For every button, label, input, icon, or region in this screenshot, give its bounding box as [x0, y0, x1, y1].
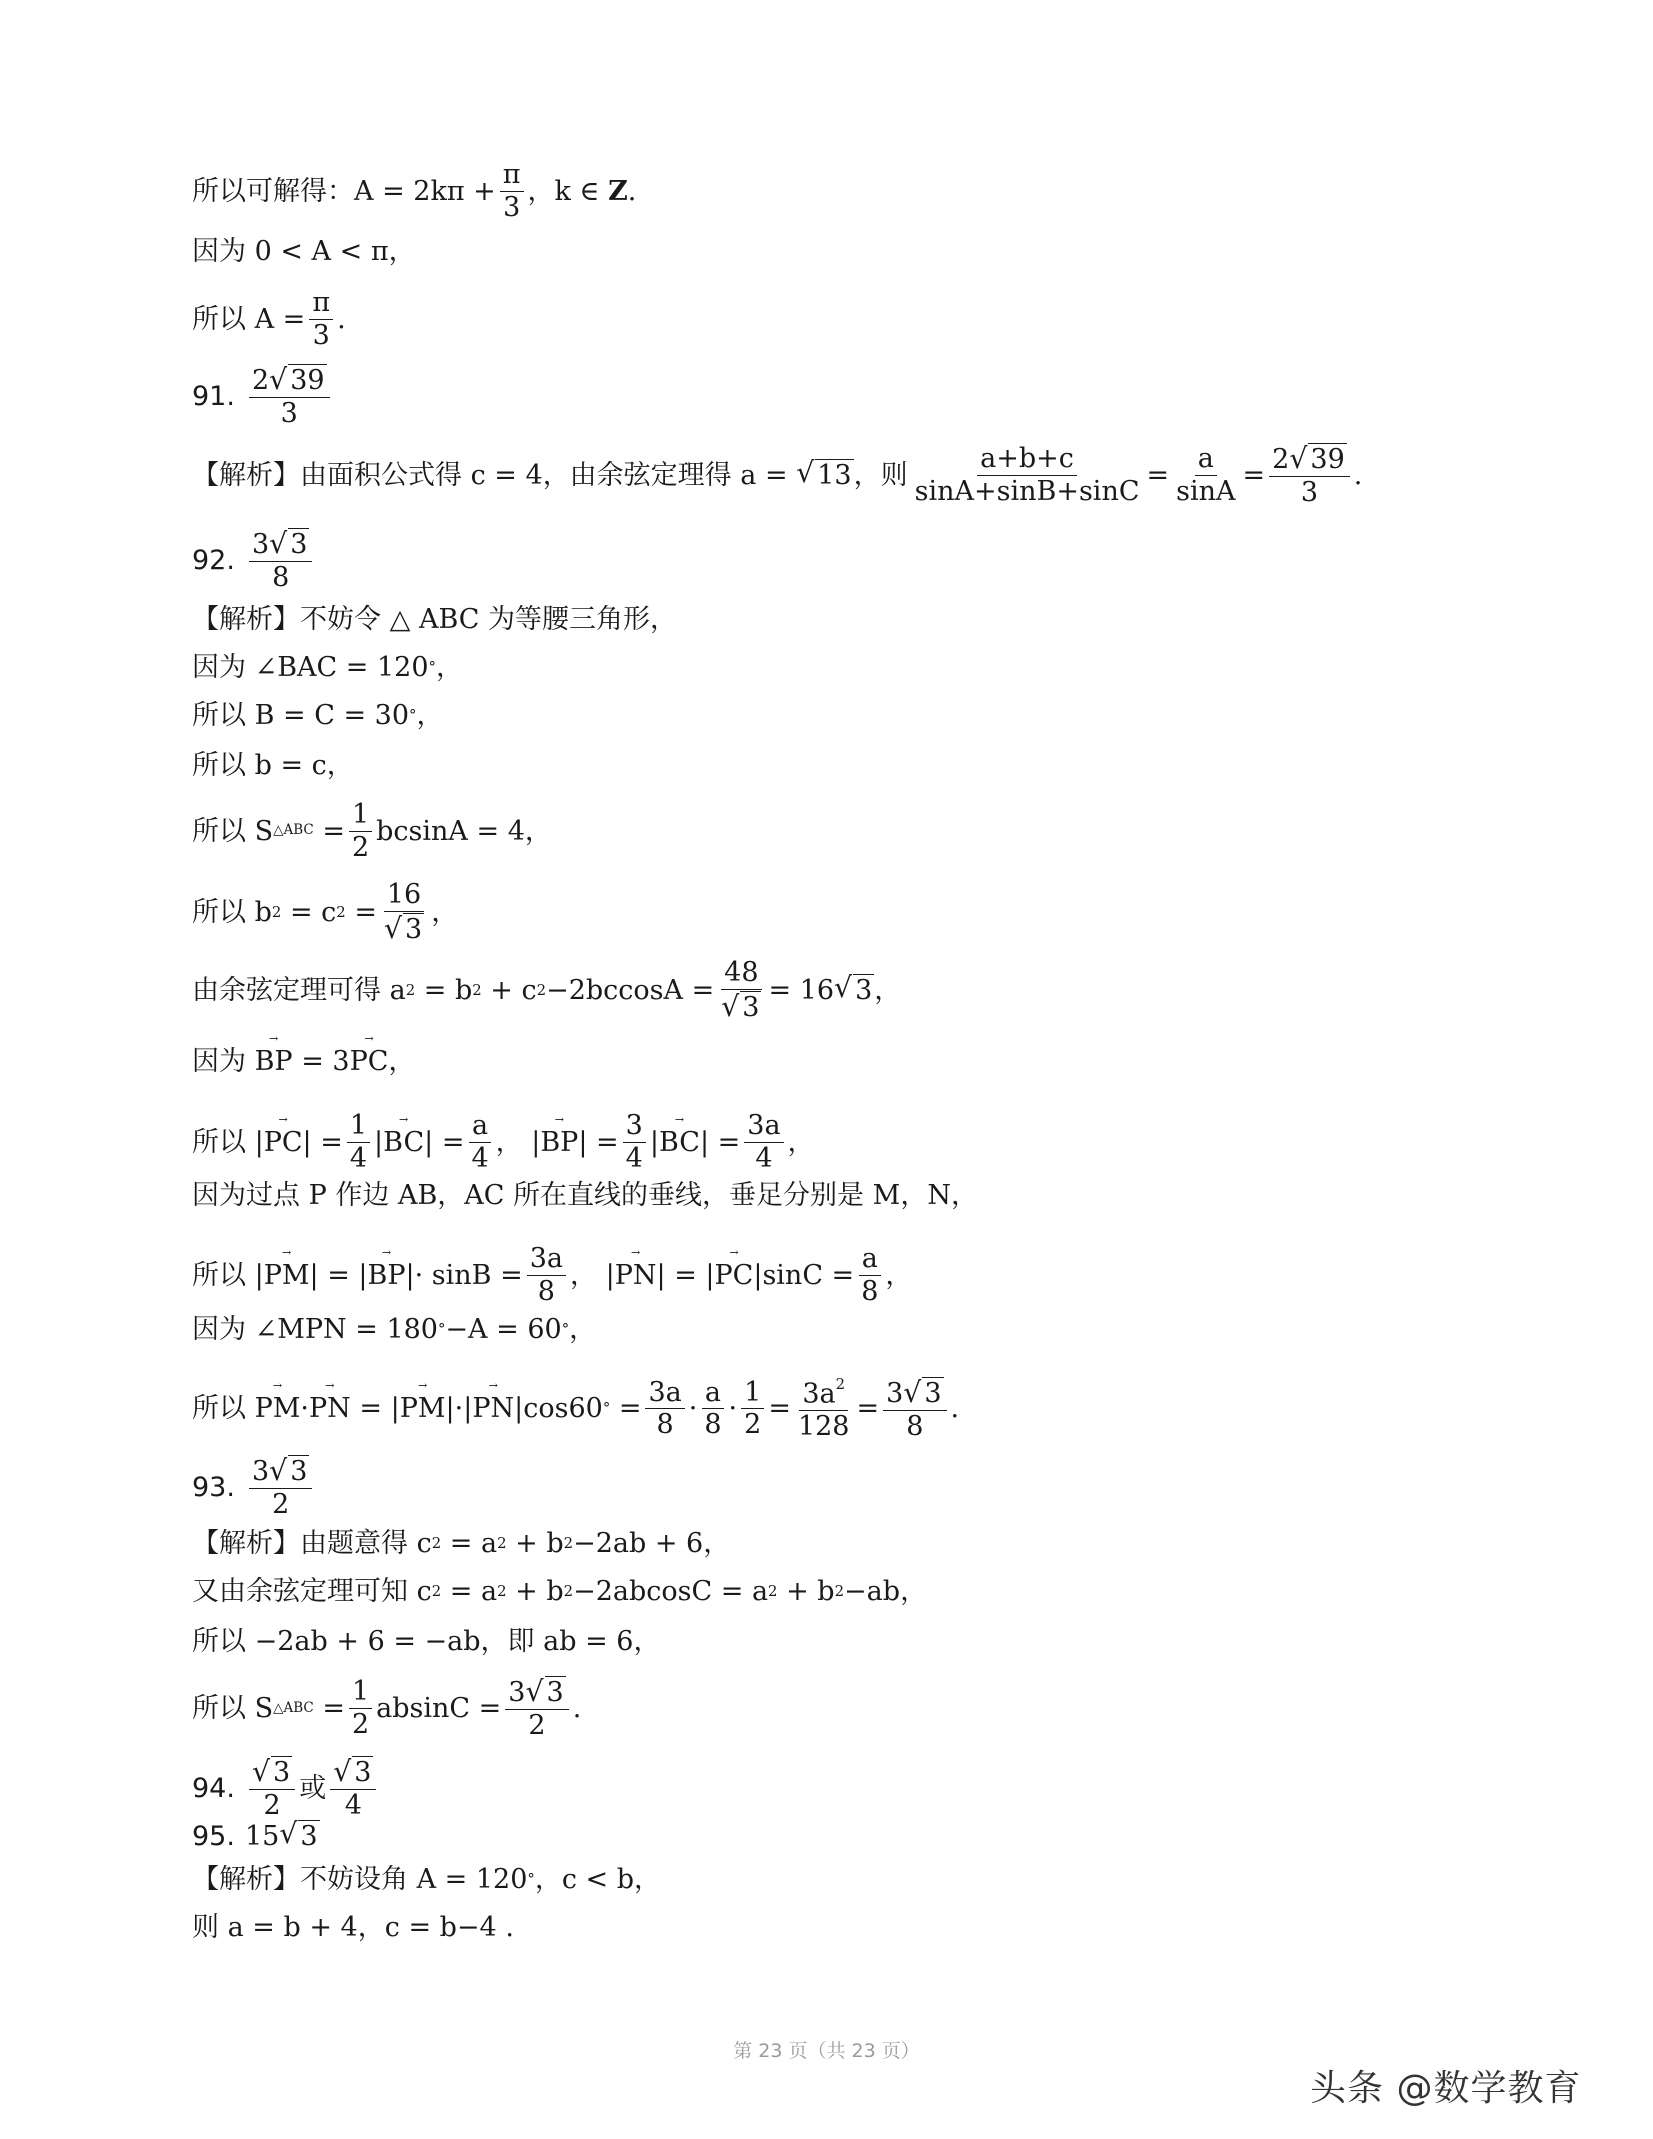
fraction: $\frac{a}{8}$	[701, 1378, 724, 1440]
fraction: $\frac{\pi}{3}$	[309, 288, 333, 350]
fraction: √ 3 4	[330, 1756, 376, 1821]
line-2: 因为 0 < A < π ，	[192, 236, 416, 267]
line-9: 所以 S △ABC = $\frac{1}{2}$ bcsinA = 4 ，	[192, 799, 552, 863]
line-10: 所以 b 2 = c 2 = 16 √ 3 ，	[192, 879, 459, 945]
fraction: 2 √ 39 3	[249, 364, 330, 429]
line-11: 由余弦定理可得 a 2 = b 2 + c 2 −2bccosA = 48 √ 3 = 16 √ 3 ，	[192, 957, 902, 1023]
fraction: 3 √ 3 2	[505, 1676, 568, 1741]
sqrt: √ 3	[251, 1755, 291, 1788]
line-15: 所以 → |PM| = → |BP| · sinB = $\frac{3a}{8}$ ， → |PN| = → |PC| sinC = $\frac{a}{8}$ ，	[192, 1244, 912, 1306]
fraction: $\frac{a}{8}$	[858, 1244, 881, 1306]
line-8: 所以 b = c ，	[192, 750, 354, 781]
fraction: $\frac{3}{4}$	[623, 1111, 646, 1173]
fraction: $\frac{a+b+c}{\sin A+\sin B+\sin C}$	[914, 443, 1140, 507]
answer-95: 95. 15 √ 3	[192, 1817, 318, 1852]
line-19: 又由余弦定理可知 c 2 = a 2 + b 2 −2abcosC = a 2 + b 2 −ab ，	[192, 1576, 928, 1607]
line-21: 所以 S △ABC = $\frac{1}{2}$ absinC = 3 √ 3 2 .	[192, 1675, 582, 1742]
sqrt: √ 3	[333, 1755, 372, 1788]
fraction: 3 √ 3 8	[883, 1377, 946, 1442]
answer-91: 91. 2 √ 39 3	[192, 364, 334, 429]
fraction: 48 √ 3	[718, 958, 764, 1023]
fraction: √ 3 2	[249, 1756, 295, 1821]
fraction: $\frac{\pi}{3}$	[500, 160, 524, 222]
sqrt: √ 3	[383, 911, 423, 945]
line-14: 因为过点 P 作边 AB ， AC 所在直线的垂线，垂足分别是 M ， N ，	[192, 1180, 978, 1211]
answer-94: 94. √ 3 2 或 √ 3 4	[192, 1756, 380, 1821]
page-footer: 第 23 页（共 23 页）	[733, 2040, 920, 2062]
fraction: $\frac{3a}{4}$	[744, 1111, 783, 1173]
fraction: 16 √ 3	[381, 880, 427, 945]
line-6: 因为 ∠BAC = 120 ° ，	[192, 652, 463, 683]
fraction: 2 √ 39 3	[1269, 443, 1350, 508]
line-1: 所以可解得： A = 2kπ + $\frac{\pi}{3}$ ， k ∈ Z .	[192, 159, 637, 223]
line-22: 【解析】不妨设角 A = 120 ° ， c < b ，	[192, 1864, 662, 1895]
fraction: $\frac{3a}{8}$	[645, 1378, 684, 1440]
line-3: 所以 A = $\frac{\pi}{3}$ .	[192, 287, 346, 351]
watermark: 头条 @数学教育	[1310, 2068, 1582, 2109]
sqrt: √ 39	[269, 363, 325, 396]
fraction: $\frac{a}{\sin A}$	[1176, 443, 1236, 507]
fraction: $\frac{3a^2}{128}$	[797, 1375, 850, 1443]
sqrt: √ 39	[1289, 442, 1345, 475]
line-4: 【解析】由面积公式得 c = 4 ，由余弦定理得 a = √ 13 ，则 $\frac{a+b+c}{\sin A+\sin B+\sin C}$ = $\frac{a}{\sin A}$ = 2 √ 39 3 .	[192, 442, 1363, 509]
fraction: $\frac{a}{4}$	[468, 1111, 491, 1173]
fraction: 3 √ 3 2	[249, 1455, 312, 1520]
line-23: 则 a = b + 4 ， c = b−4 .	[192, 1912, 514, 1943]
line-16: 因为 ∠MPN = 180 ° −A = 60 ° ，	[192, 1314, 597, 1345]
answer-92: 92. 3 √ 3 8	[192, 528, 316, 593]
sqrt: √ 3	[721, 989, 760, 1023]
sqrt: √ 3	[269, 527, 308, 560]
line-5: 【解析】不妨令 △ ABC 为等腰三角形，	[192, 604, 678, 635]
line-18: 【解析】由题意得 c 2 = a 2 + b 2 −2ab + 6 ，	[192, 1528, 731, 1559]
fraction: $\frac{1}{2}$	[349, 1677, 372, 1739]
sqrt: √ 3	[279, 1817, 318, 1852]
sqrt: √ 3	[903, 1375, 942, 1409]
sqrt: √ 13	[796, 456, 852, 492]
line-7: 所以 B = C = 30 ° ，	[192, 700, 444, 731]
fraction: $\frac{1}{2}$	[349, 800, 372, 862]
sqrt: √ 3	[834, 971, 873, 1007]
fraction: $\frac{1}{4}$	[347, 1111, 370, 1173]
line-12: 因为 → BP = 3 → PC ，	[192, 1048, 415, 1075]
sqrt: √ 3	[525, 1675, 564, 1708]
fraction: $\frac{3a}{8}$	[527, 1244, 566, 1306]
sqrt: √ 3	[269, 1454, 308, 1487]
fraction: $\frac{1}{2}$	[741, 1378, 764, 1440]
fraction: 3 √ 3 8	[249, 528, 312, 593]
line-17: 所以 → PM · → PN = → |PM| · → |PN| cos60 ° = $\frac{3a}{8}$ · $\frac{a}{8}$ · $\frac{1}{2}$ = $\frac{3a^2}{128}$ = 3 √ 3 8 .	[192, 1376, 959, 1442]
line-13: 所以 → |PC| = $\frac{1}{4}$ → |BC| = $\frac{a}{4}$ ， → |BP| = $\frac{3}{4}$ → |BC| = $\frac{3a}{4}$ ，	[192, 1111, 815, 1173]
answer-93: 93. 3 √ 3 2	[192, 1455, 316, 1520]
line-20: 所以 −2ab + 6 = −ab ，即 ab = 6 ，	[192, 1626, 661, 1657]
